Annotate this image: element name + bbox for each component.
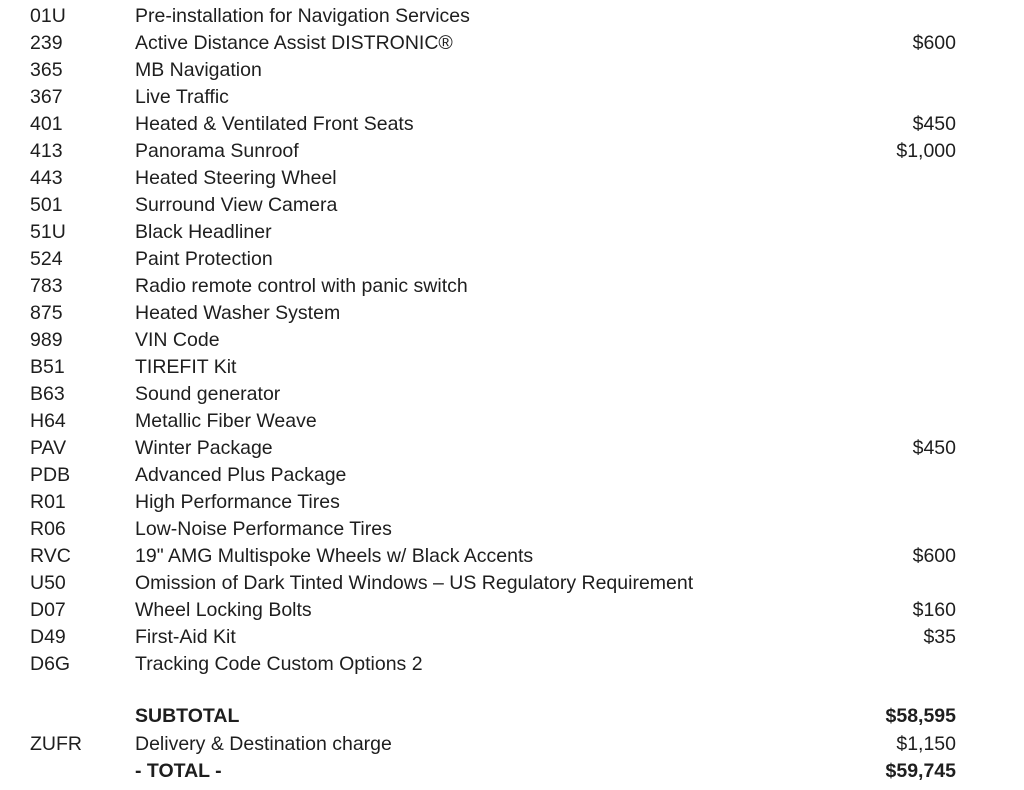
option-code: PAV xyxy=(30,437,67,459)
option-description: Heated Washer System xyxy=(135,302,341,324)
delivery-amount: $1,150 xyxy=(896,733,956,755)
option-price: $1,000 xyxy=(896,140,956,162)
option-description: Active Distance Assist DISTRONIC® xyxy=(135,32,453,54)
option-description: 19" AMG Multispoke Wheels w/ Black Accents xyxy=(135,545,534,567)
delivery-code: ZUFR xyxy=(30,733,82,755)
option-row xyxy=(0,516,1024,543)
option-row xyxy=(0,246,1024,273)
option-price: $160 xyxy=(912,599,956,621)
option-code: 01U xyxy=(30,5,66,27)
option-description: Wheel Locking Bolts xyxy=(135,599,312,621)
option-row xyxy=(0,408,1024,435)
option-code: R06 xyxy=(30,518,66,540)
total-amount: $59,745 xyxy=(885,760,956,782)
option-row xyxy=(0,597,1024,624)
total-label: - TOTAL - xyxy=(135,760,222,782)
option-code: 401 xyxy=(30,113,63,135)
option-description: Radio remote control with panic switch xyxy=(135,275,468,297)
option-row xyxy=(0,354,1024,381)
option-description: Paint Protection xyxy=(135,248,273,270)
option-description: Live Traffic xyxy=(135,86,229,108)
option-description: Surround View Camera xyxy=(135,194,338,216)
delivery-row xyxy=(0,731,1024,758)
option-row xyxy=(0,651,1024,678)
option-description: Low-Noise Performance Tires xyxy=(135,518,392,540)
option-price: $600 xyxy=(912,32,956,54)
option-code: 51U xyxy=(30,221,66,243)
option-row xyxy=(0,138,1024,165)
option-code: 875 xyxy=(30,302,63,324)
option-code: 367 xyxy=(30,86,63,108)
option-code: D07 xyxy=(30,599,66,621)
option-code: 239 xyxy=(30,32,63,54)
option-code: RVC xyxy=(30,545,71,567)
option-row xyxy=(0,435,1024,462)
option-row xyxy=(0,219,1024,246)
option-row xyxy=(0,192,1024,219)
option-row xyxy=(0,570,1024,597)
option-row xyxy=(0,462,1024,489)
option-row xyxy=(0,30,1024,57)
option-code: 989 xyxy=(30,329,63,351)
option-code: 443 xyxy=(30,167,63,189)
option-description: MB Navigation xyxy=(135,59,262,81)
option-row xyxy=(0,84,1024,111)
option-row xyxy=(0,111,1024,138)
option-row xyxy=(0,3,1024,30)
option-description: Black Headliner xyxy=(135,221,272,243)
total-row xyxy=(0,758,1024,785)
option-description: First-Aid Kit xyxy=(135,626,236,648)
option-code: H64 xyxy=(30,410,66,432)
option-code: U50 xyxy=(30,572,66,594)
option-description: Pre-installation for Navigation Services xyxy=(135,5,470,27)
option-code: D6G xyxy=(30,653,71,675)
option-row xyxy=(0,489,1024,516)
option-description: TIREFIT Kit xyxy=(135,356,237,378)
option-description: VIN Code xyxy=(135,329,220,351)
option-description: Sound generator xyxy=(135,383,281,405)
option-price: $450 xyxy=(912,437,956,459)
option-code: PDB xyxy=(30,464,71,486)
option-code: B51 xyxy=(30,356,65,378)
option-description: Metallic Fiber Weave xyxy=(135,410,317,432)
option-code: D49 xyxy=(30,626,66,648)
option-code: 524 xyxy=(30,248,63,270)
option-row xyxy=(0,327,1024,354)
option-row xyxy=(0,273,1024,300)
option-description: Advanced Plus Package xyxy=(135,464,347,486)
option-row xyxy=(0,165,1024,192)
subtotal-row xyxy=(0,703,1024,730)
option-code: R01 xyxy=(30,491,66,513)
option-code: B63 xyxy=(30,383,65,405)
option-description: Winter Package xyxy=(135,437,273,459)
option-description: Tracking Code Custom Options 2 xyxy=(135,653,423,675)
option-row xyxy=(0,543,1024,570)
option-price: $450 xyxy=(912,113,956,135)
option-row xyxy=(0,57,1024,84)
option-description: High Performance Tires xyxy=(135,491,340,513)
option-description: Panorama Sunroof xyxy=(135,140,299,162)
option-description: Heated & Ventilated Front Seats xyxy=(135,113,414,135)
option-code: 501 xyxy=(30,194,63,216)
option-row xyxy=(0,624,1024,651)
option-price: $35 xyxy=(923,626,956,648)
option-code: 365 xyxy=(30,59,63,81)
option-description: Heated Steering Wheel xyxy=(135,167,337,189)
option-row xyxy=(0,300,1024,327)
option-code: 783 xyxy=(30,275,63,297)
option-code: 413 xyxy=(30,140,63,162)
option-price: $600 xyxy=(912,545,956,567)
option-description: Omission of Dark Tinted Windows – US Regulatory Requirement xyxy=(135,572,694,594)
subtotal-amount: $58,595 xyxy=(885,705,956,727)
subtotal-label: SUBTOTAL xyxy=(135,705,240,727)
delivery-label: Delivery & Destination charge xyxy=(135,733,392,755)
option-row xyxy=(0,381,1024,408)
